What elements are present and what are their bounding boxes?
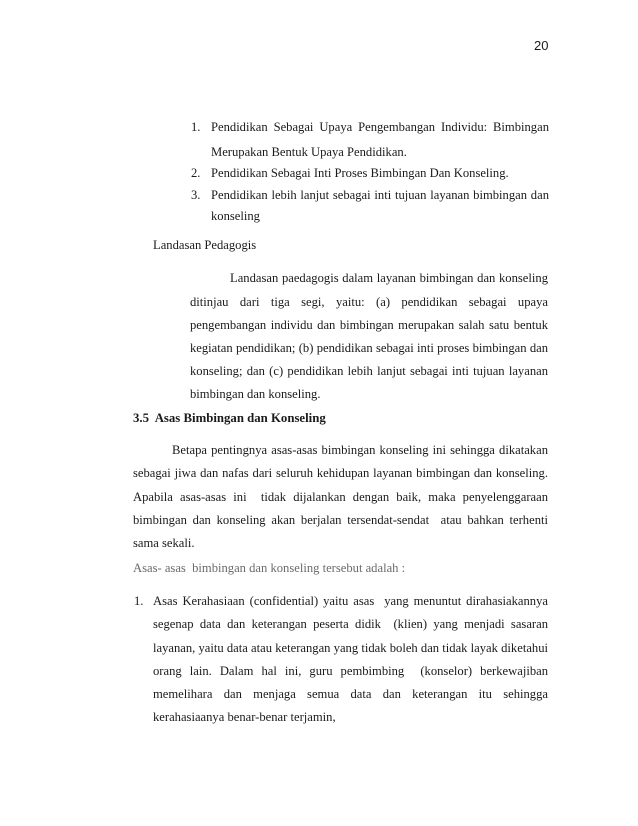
paragraph-line: Landasan paedagogis dalam layanan bimbingan dan konseling	[230, 271, 548, 285]
paragraph-line: ditinjau dari tiga segi, yaitu: (a) pendidikan sebagai upaya	[190, 295, 548, 309]
list-item-line: Merupakan Bentuk Upaya Pendidikan.	[211, 145, 407, 159]
paragraph-line: Apabila asas-asas ini tidak dijalankan dengan baik, maka penyelenggaraan	[133, 490, 548, 504]
paragraph-line: sama sekali.	[133, 536, 195, 550]
page-number: 20	[534, 38, 549, 53]
list-item-line: Pendidikan lebih lanjut sebagai inti tujuan layanan bimbingan dan	[211, 188, 549, 202]
list-item-line: orang lain. Dalam hal ini, guru pembimbing (konselor) berkewajiban	[153, 664, 548, 678]
section-heading: 3.5 Asas Bimbingan dan Konseling	[133, 411, 326, 425]
list-number: 1.	[191, 120, 201, 134]
paragraph-line: bimbingan dan konseling akan berjalan tersendat-sendat atau bahkan terhenti	[133, 513, 548, 527]
paragraph-line: konseling; dan (c) pendidikan lebih lanjut sebagai inti tujuan layanan	[190, 364, 548, 378]
list-item-line: Asas Kerahasiaan (confidential) yaitu asas yang menuntut dirahasiakannya	[153, 594, 548, 608]
list-item-line: konseling	[211, 209, 260, 223]
list-item-line: layanan, yaitu data atau keterangan yang tidak boleh dan tidak layak diketahui	[153, 641, 548, 655]
paragraph-line: pengembangan individu dan bimbingan merupakan salah satu bentuk	[190, 318, 548, 332]
intro-line: Asas- asas bimbingan dan konseling tersebut adalah :	[133, 561, 406, 575]
list-item-line: segenap data dan keterangan peserta didik (klien) yang menjadi sasaran	[153, 617, 548, 631]
list-item-line: Pendidikan Sebagai Upaya Pengembangan Individu: Bimbingan	[211, 120, 549, 134]
paragraph-line: sebagai jiwa dan nafas dari seluruh kehidupan layanan bimbingan dan konseling.	[133, 466, 548, 480]
list-item-line: kerahasiaanya benar-benar terjamin,	[153, 710, 336, 724]
paragraph-line: bimbingan dan konseling.	[190, 387, 321, 401]
list-number: 1.	[134, 594, 144, 608]
list-item-line: Pendidikan Sebagai Inti Proses Bimbingan Dan Konseling.	[211, 166, 509, 180]
paragraph-line: kegiatan pendidikan; (b) pendidikan sebagai inti proses bimbingan dan	[190, 341, 548, 355]
list-item-line: memelihara dan menjaga semua data dan keterangan itu sehingga	[153, 687, 548, 701]
list-number: 3.	[191, 188, 201, 202]
subheading-landasan: Landasan Pedagogis	[153, 238, 257, 252]
paragraph-line: Betapa pentingnya asas-asas bimbingan konseling ini sehingga dikatakan	[172, 443, 548, 457]
list-number: 2.	[191, 166, 201, 180]
